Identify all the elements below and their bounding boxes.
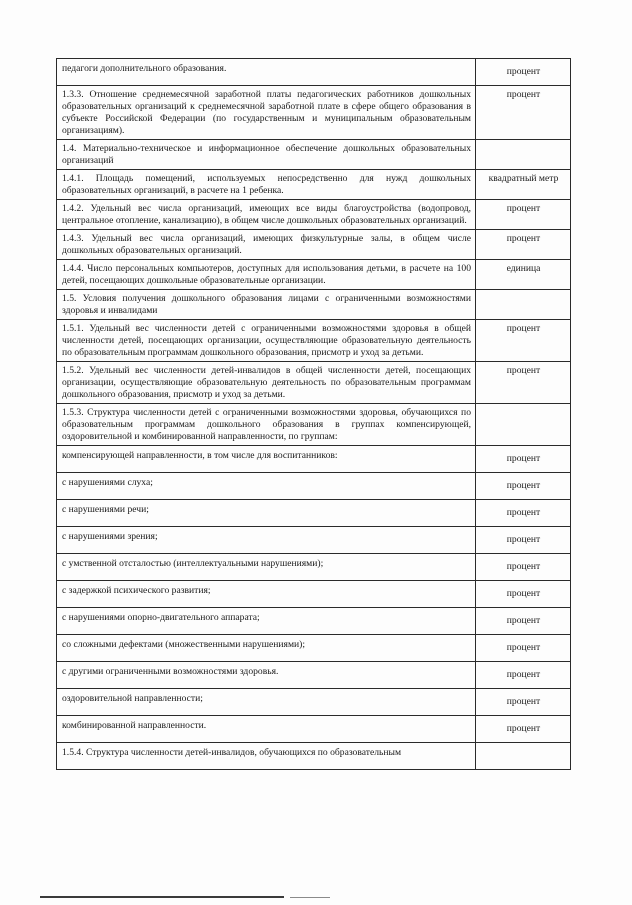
indicator-cell: 1.5.4. Структура численности детей-инвалидов, обучающихся по образовательным — [57, 743, 476, 770]
table-row — [57, 581, 571, 608]
unit-cell — [476, 140, 571, 170]
unit-cell: процент — [476, 362, 571, 404]
indicator-cell: с задержкой психического развития; — [57, 581, 476, 608]
section-heading-cell: 1.5. Условия получения дошкольного образования лицами с ограниченными возможностями здоровья и инвалидами — [57, 290, 476, 320]
indicator-cell: оздоровительной направленности; — [57, 689, 476, 716]
indicator-cell: с нарушениями зрения; — [57, 527, 476, 554]
table-row — [57, 527, 571, 554]
unit-cell: процент — [476, 500, 571, 527]
section-heading-cell: 1.4. Материально-техническое и информационное обеспечение дошкольных образовательных организаций — [57, 140, 476, 170]
unit-cell: процент — [476, 581, 571, 608]
indicator-cell: 1.5.1. Удельный вес численности детей с ограниченными возможностями здоровья в общей численности детей, посещающих организации, осуществляющие образовательную деятельность по образовательным программам дошкольного образования, присмотр и уход за детьми. — [57, 320, 476, 362]
table-row — [57, 608, 571, 635]
unit-cell: процент — [476, 608, 571, 635]
indicator-cell: комбинированной направленности. — [57, 716, 476, 743]
table-row — [57, 473, 571, 500]
table-row — [57, 59, 571, 86]
indicator-cell: 1.4.3. Удельный вес числа организаций, имеющих физкультурные залы, в общем числе дошкольных образовательных организаций. — [57, 230, 476, 260]
indicator-cell: 1.3.3. Отношение среднемесячной заработной платы педагогических работников дошкольных образовательных организаций к среднемесячной заработной плате в сфере общего образования в субъекте Российской Федерации (по государственным и муниципальным образовательным организациям). — [57, 86, 476, 140]
table-row — [57, 404, 571, 446]
page-bottom-rule — [40, 896, 284, 898]
table-row — [57, 170, 571, 200]
indicator-cell: с нарушениями опорно-двигательного аппарата; — [57, 608, 476, 635]
unit-cell: процент — [476, 473, 571, 500]
table-row — [57, 290, 571, 320]
unit-cell: процент — [476, 662, 571, 689]
table-row — [57, 320, 571, 362]
table-row — [57, 230, 571, 260]
table-row — [57, 200, 571, 230]
unit-cell: процент — [476, 635, 571, 662]
indicator-cell: с другими ограниченными возможностями здоровья. — [57, 662, 476, 689]
unit-cell: процент — [476, 554, 571, 581]
indicators-table — [56, 58, 571, 770]
indicator-cell: 1.4.1. Площадь помещений, используемых непосредственно для нужд дошкольных образовательных организаций, в расчете на 1 ребенка. — [57, 170, 476, 200]
indicator-cell: со сложными дефектами (множественными нарушениями); — [57, 635, 476, 662]
table-row — [57, 140, 571, 170]
table-row — [57, 446, 571, 473]
table-row — [57, 689, 571, 716]
unit-cell — [476, 743, 571, 770]
table-row — [57, 662, 571, 689]
indicator-cell: 1.4.2. Удельный вес числа организаций, имеющих все виды благоустройства (водопровод, центральное отопление, канализацию), в общем числе дошкольных образовательных организаций. — [57, 200, 476, 230]
table-row — [57, 500, 571, 527]
indicator-cell: с нарушениями речи; — [57, 500, 476, 527]
unit-cell — [476, 404, 571, 446]
unit-cell: квадратный метр — [476, 170, 571, 200]
indicator-cell: 1.5.3. Структура численности детей с ограниченными возможностями здоровья, обучающихся по образовательным программам дошкольного образования в группах компенсирующей, оздоровительной и комбинированной направленности, по группам: — [57, 404, 476, 446]
unit-cell: процент — [476, 86, 571, 140]
table-row — [57, 362, 571, 404]
unit-cell: процент — [476, 230, 571, 260]
unit-cell: процент — [476, 59, 571, 86]
unit-cell: процент — [476, 716, 571, 743]
table-row — [57, 635, 571, 662]
page-bottom-rule-fragment — [290, 897, 330, 898]
unit-cell: процент — [476, 689, 571, 716]
unit-cell: процент — [476, 527, 571, 554]
unit-cell: процент — [476, 446, 571, 473]
indicator-cell: с умственной отсталостью (интеллектуальными нарушениями); — [57, 554, 476, 581]
table-row — [57, 86, 571, 140]
unit-cell: процент — [476, 200, 571, 230]
indicators-table-body — [57, 59, 571, 770]
indicator-cell: 1.5.2. Удельный вес численности детей-инвалидов в общей численности детей, посещающих организации, осуществляющие образовательную деятельность по образовательным программам дошкольного образования, присмотр и уход за детьми. — [57, 362, 476, 404]
table-row — [57, 554, 571, 581]
indicator-cell: с нарушениями слуха; — [57, 473, 476, 500]
table-row — [57, 716, 571, 743]
indicator-cell: компенсирующей направленности, в том числе для воспитанников: — [57, 446, 476, 473]
indicator-cell: педагоги дополнительного образования. — [57, 59, 476, 86]
unit-cell: единица — [476, 260, 571, 290]
unit-cell: процент — [476, 320, 571, 362]
indicator-cell: 1.4.4. Число персональных компьютеров, доступных для использования детьми, в расчете на 100 детей, посещающих дошкольные образовательные организации. — [57, 260, 476, 290]
table-row — [57, 743, 571, 770]
table-row — [57, 260, 571, 290]
unit-cell — [476, 290, 571, 320]
